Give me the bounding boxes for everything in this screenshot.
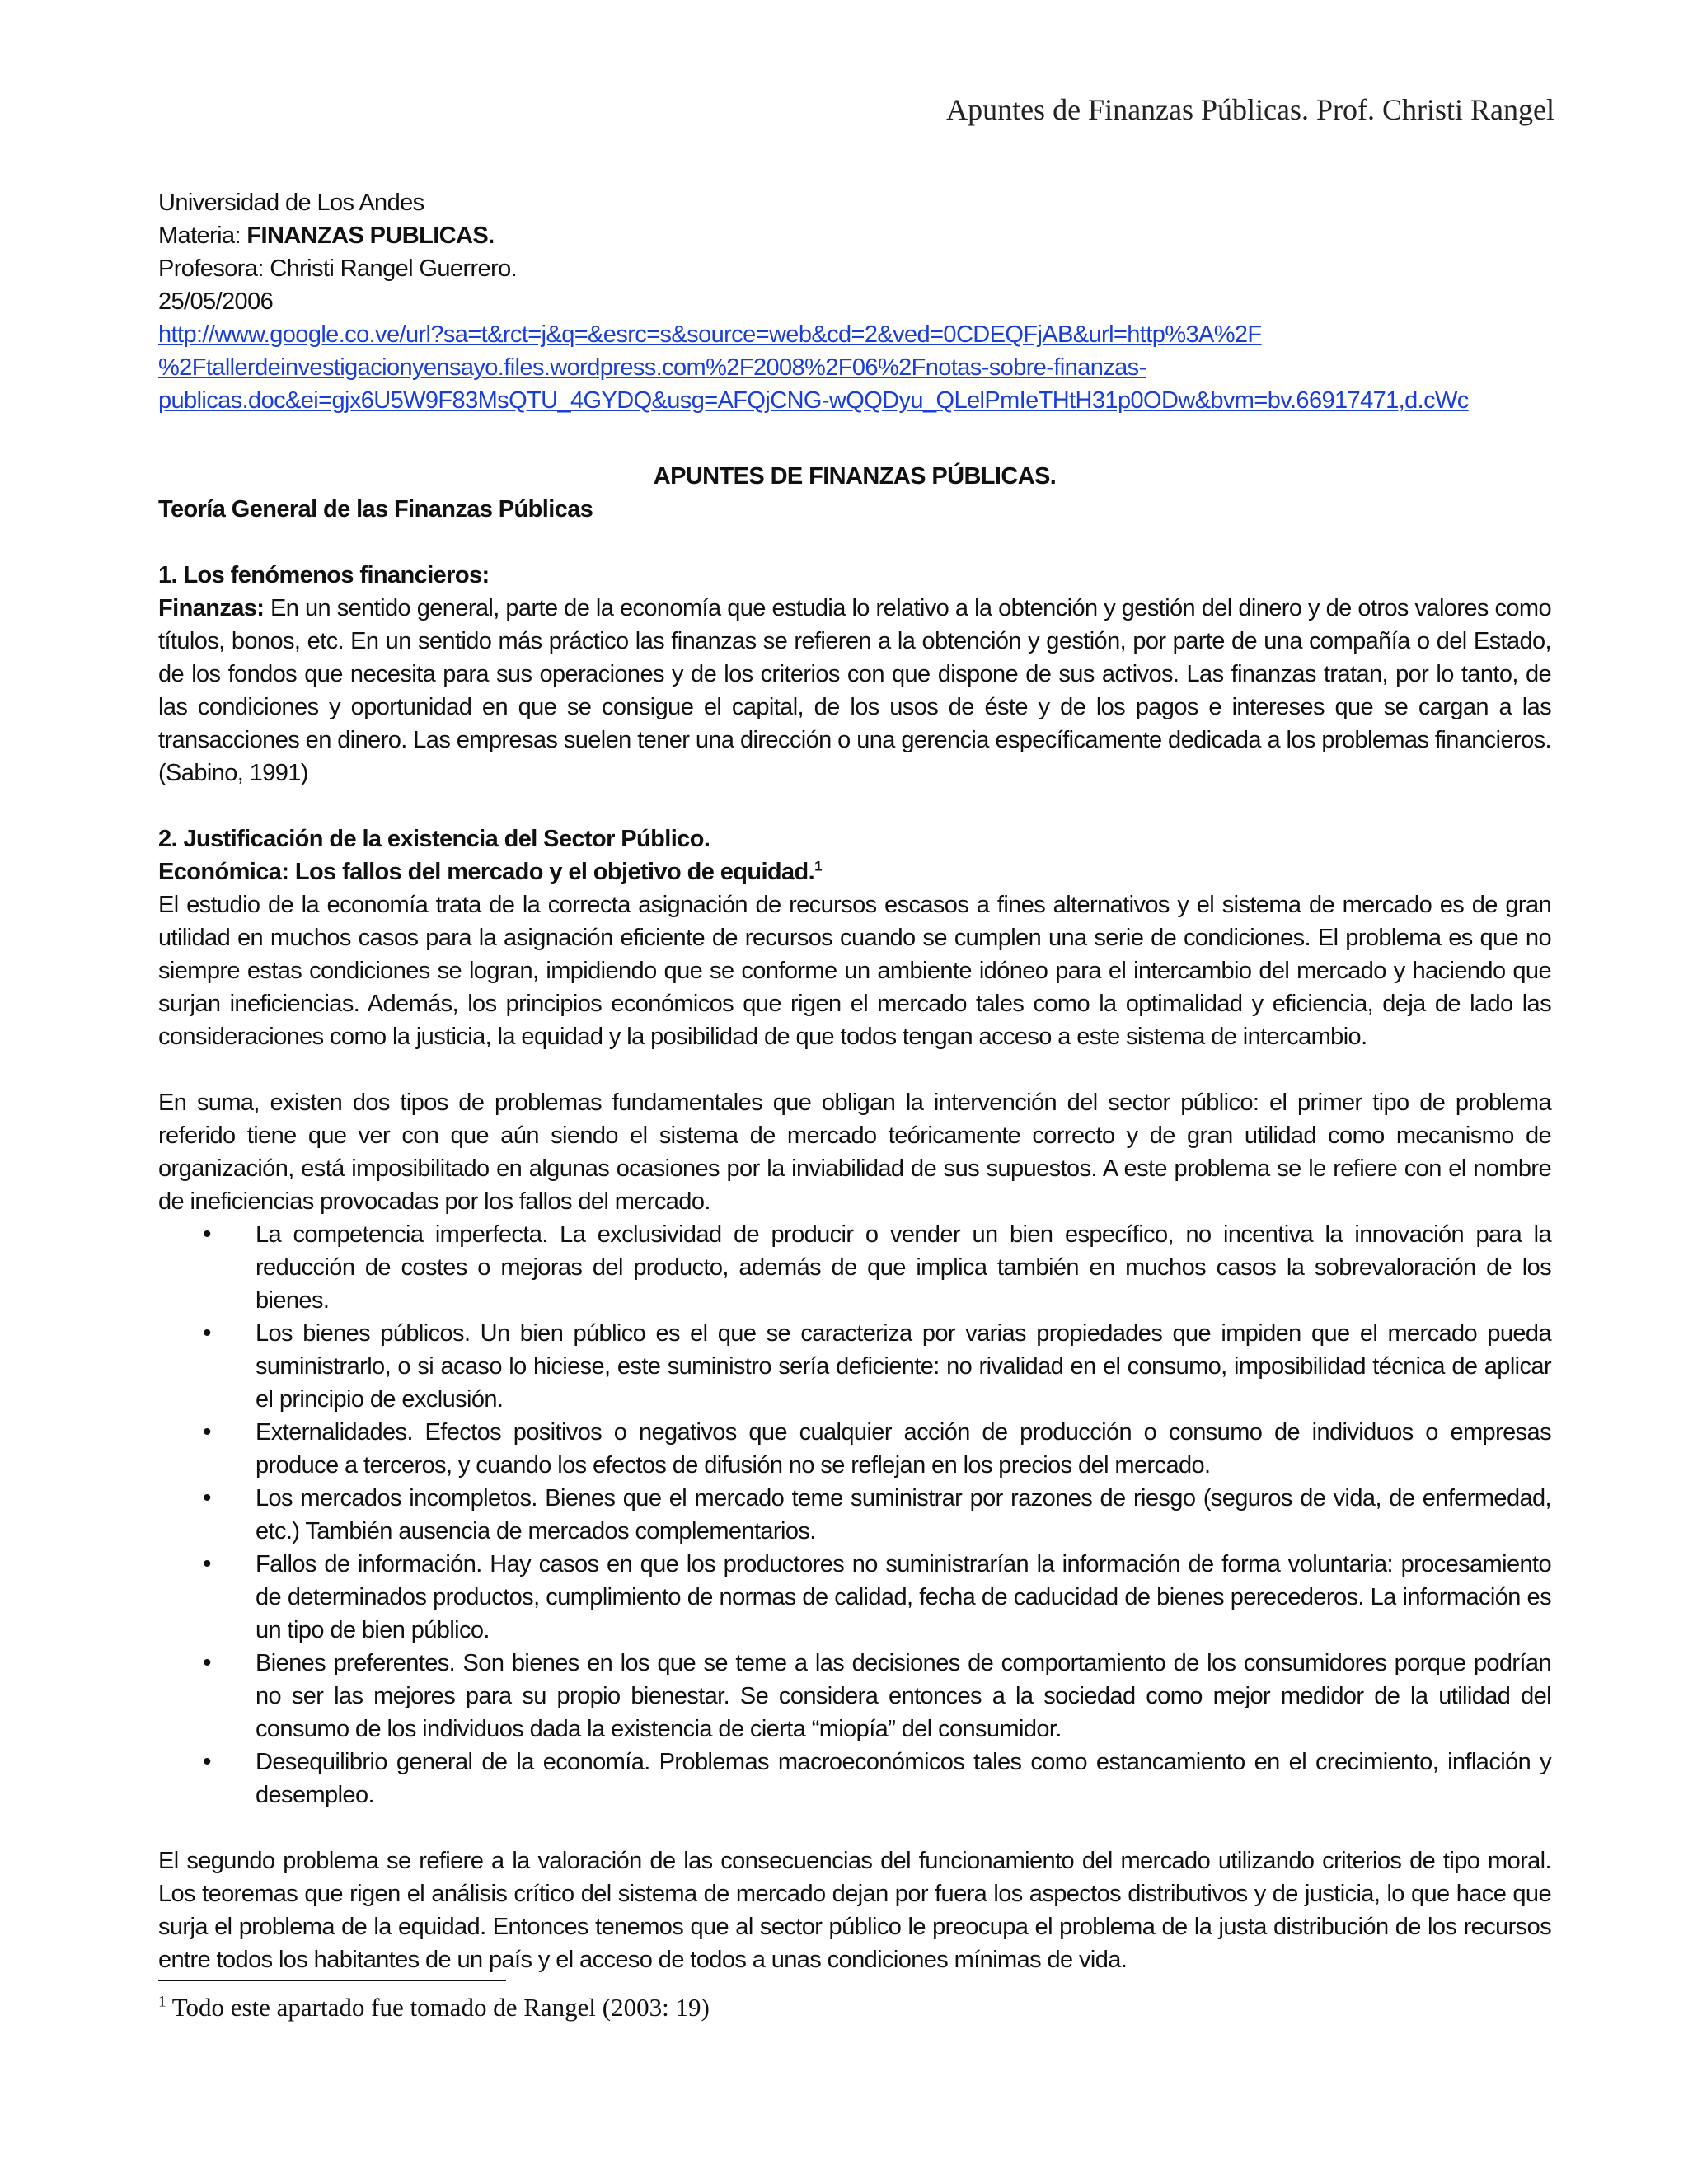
main-title: APUNTES DE FINANZAS PÚBLICAS.: [653, 463, 1057, 490]
market-failures-list: [158, 1218, 1551, 1811]
list-item: [203, 1548, 1551, 1647]
source-url-line-1[interactable]: http://www.google.co.ve/url?sa=t&rct=j&q=&esrc=s&source=web&cd=2&ved=0CDEQFjAB&url=http%3A%2F: [158, 321, 1262, 348]
footnote-separator: [158, 1980, 506, 1981]
professor-line: Profesora: Christi Rangel Guerrero.: [158, 255, 518, 282]
section2-paragraph-1: El estudio de la economía trata de la correcta asignación de recursos escasos a fines alternativos y el sistema de mercado es de gran utilidad en muchos casos para la asignación eficiente de recursos cuando se cumplen una serie de condiciones. El problema es que no siempre estas condiciones se logran, impidiendo que se conforme un ambiente idóneo para el intercambio del mercado y haciendo que surjan ineficiencias. Además, los principios económicos que rigen el mercado tales como la optimalidad y eficiencia, deja de lado las consideraciones como la justicia, la equidad y la posibilidad de que todos tengan acceso a este sistema de intercambio.: [158, 892, 1551, 1050]
list-item-text: Externalidades. Efectos positivos o negativos que cualquier acción de producción o consumo de individuos o empresas produce a terceros, y cuando los efectos de difusión no se reflejan en los precios del mercado.: [256, 1419, 1551, 1479]
list-item-text: La competencia imperfecta. La exclusividad de producir o vender un bien específico, no incentiva la innovación para la reducción de costes o mejoras del producto, además de que implica también en muchos casos la sobrevaloración de los bienes.: [256, 1221, 1551, 1314]
section2-heading: 2. Justificación de la existencia del Sector Público.: [158, 826, 710, 852]
subject-line: [158, 219, 1551, 252]
list-item: [203, 1317, 1551, 1416]
footnote: [158, 1993, 710, 2022]
subject-label: Materia:: [158, 223, 247, 249]
footnote-text: Todo este apartado fue tomado de Rangel (2003: 19): [166, 1993, 710, 2022]
section2-paragraph-2: En suma, existen dos tipos de problemas fundamentales que obligan la intervención del sector público: el primer tipo de problema referido tiene que ver con que aún siendo el sistema de mercado teóricamente correcto y de gran utilidad como mecanismo de organización, está imposibilitado en algunas ocasiones por la inviabilidad de sus supuestos. A este problema se le refiere con el nombre de ineficiencias provocadas por los fallos del mercado.: [158, 1090, 1551, 1215]
list-item-text: Los bienes públicos. Un bien público es el que se caracteriza por varias propiedades que impiden que el mercado pueda suministrarlo, o si acaso lo hiciese, este suministro sería deficiente: no rivalidad en el consumo, imposibilidad técnica de aplicar el principio de exclusión.: [256, 1320, 1551, 1413]
list-item: [203, 1218, 1551, 1317]
list-item: [203, 1746, 1551, 1811]
bullet-icon: •: [203, 1649, 211, 1676]
list-item-text: Bienes preferentes. Son bienes en los que se teme a las decisiones de comportamiento de los consumidores porque podrían no ser las mejores para su propio bienestar. Se considera entonces a la sociedad como mejor medidor de la utilidad del consumo de los individuos dada la existencia de cierta “miopía” del consumidor.: [256, 1650, 1551, 1742]
section2-paragraph-3: El segundo problema se refiere a la valoración de las consecuencias del funcionamiento del mercado utilizando criterios de tipo moral. Los teoremas que rigen el análisis crítico del sistema de mercado dejan por fuera los aspectos distributivos y de justicia, lo que hace que surja el problema de la equidad. Entonces tenemos que al sector público le preocupa el problema de la justa distribución de los recursos entre todos los habitantes de un país y el acceso de todos a unas condiciones mínimas de vida.: [158, 1848, 1551, 1973]
document-body: [158, 186, 1551, 1976]
footnote-reference[interactable]: 1: [814, 858, 822, 874]
list-item: [203, 1482, 1551, 1548]
date-line: 25/05/2006: [158, 288, 274, 315]
bullet-icon: •: [203, 1748, 211, 1775]
footnote-number: 1: [158, 1993, 166, 2011]
bullet-icon: •: [203, 1484, 211, 1511]
bullet-icon: •: [203, 1550, 211, 1577]
section1-paragraph: [158, 592, 1551, 790]
source-url-line-2[interactable]: %2Ftallerdeinvestigacionyensayo.files.wordpress.com%2F2008%2F06%2Fnotas-sobre-finanzas-: [158, 354, 1146, 381]
finanzas-term: Finanzas:: [158, 595, 265, 621]
section1-heading: 1. Los fenómenos financieros:: [158, 562, 490, 588]
running-header: Apuntes de Finanzas Públicas. Prof. Christi Rangel: [946, 93, 1554, 126]
list-item-text: Fallos de información. Hay casos en que los productores no suministrarían la información de forma voluntaria: procesamiento de determinados productos, cumplimiento de normas de calidad, fecha de caducidad de bienes perecederos. La información es un tipo de bien público.: [256, 1551, 1551, 1643]
list-item-text: Los mercados incompletos. Bienes que el mercado teme suministrar por razones de riesgo (seguros de vida, de enfermedad, etc.) También ausencia de mercados complementarios.: [256, 1485, 1551, 1544]
section2-subheading: [158, 855, 1551, 888]
source-url-line-3[interactable]: publicas.doc&ei=gjx6U5W9F83MsQTU_4GYDQ&usg=AFQjCNG-wQQDyu_QLelPmIeTHtH31p0ODw&bvm=bv.66917471,d.cWc: [158, 387, 1469, 414]
list-item-text: Desequilibrio general de la economía. Problemas macroeconómicos tales como estancamiento en el crecimiento, inflación y desempleo.: [256, 1749, 1551, 1808]
finanzas-definition: En un sentido general, parte de la economía que estudia lo relativo a la obtención y gestión del dinero y de otros valores como títulos, bonos, etc. En un sentido más práctico las finanzas se refieren a la obtención y gestión, por parte de una compañía o del Estado, de los fondos que necesita para sus operaciones y de los criterios con que dispone de sus activos. Las finanzas tratan, por lo tanto, de las condiciones y oportunidad en que se consigue el capital, de los usos de éste y de los pagos e intereses que se cargan a las transacciones en dinero. Las empresas suelen tener una dirección o una gerencia específicamente dedicada a los problemas financieros. (Sabino, 1991): [158, 595, 1551, 786]
subheading-text: Económica: Los fallos del mercado y el objetivo de equidad.: [158, 859, 815, 885]
list-item: [203, 1647, 1551, 1746]
bullet-icon: •: [203, 1221, 211, 1248]
bullet-icon: •: [203, 1418, 211, 1446]
subject-value: FINANZAS PUBLICAS.: [246, 223, 495, 249]
university-line: Universidad de Los Andes: [158, 190, 424, 216]
subtitle: Teoría General de las Finanzas Públicas: [158, 496, 593, 523]
list-item: [203, 1416, 1551, 1482]
bullet-icon: •: [203, 1319, 211, 1347]
